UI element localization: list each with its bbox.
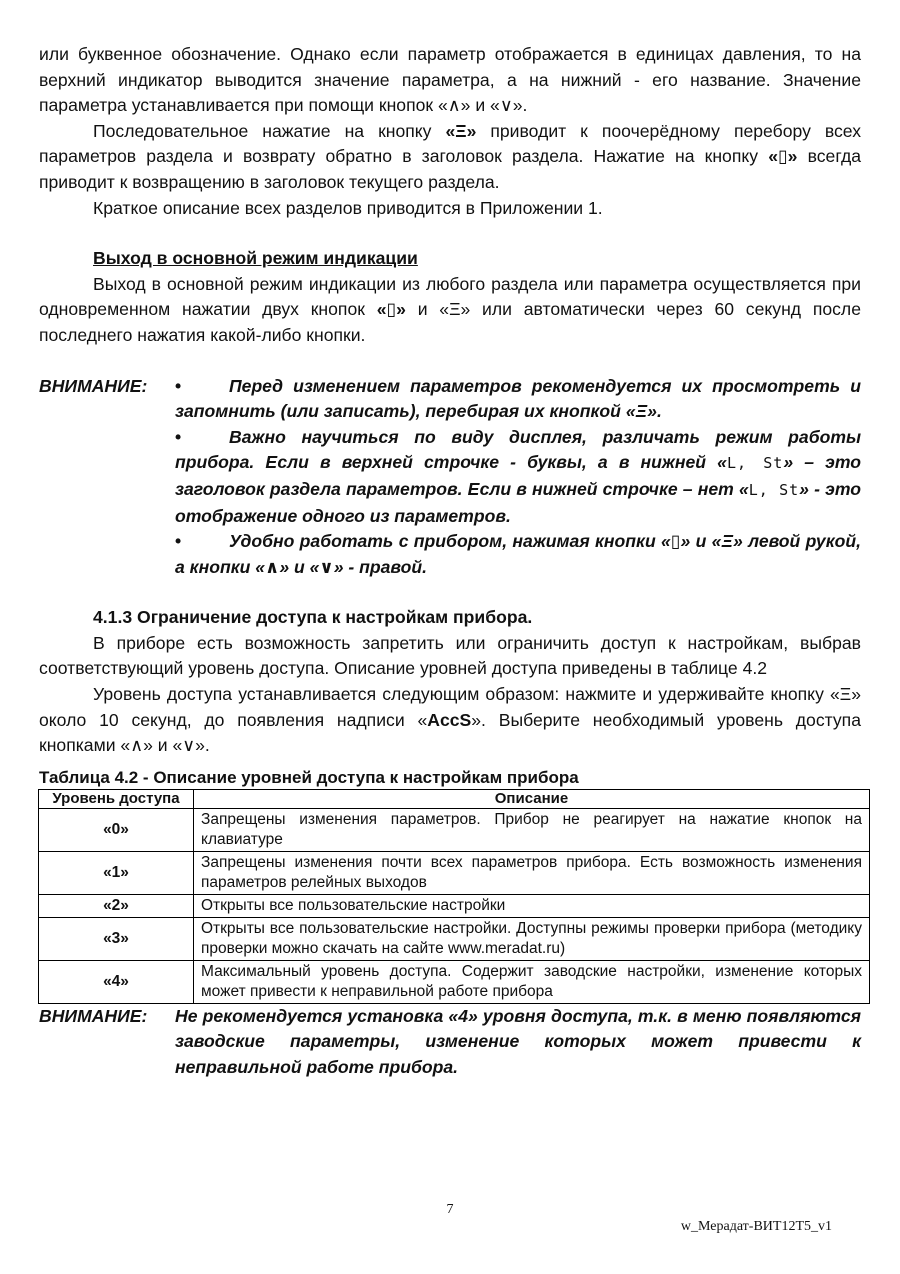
lcd-text: L, St bbox=[726, 454, 784, 473]
text-span: Выход в основной режим индикации из любого раздела или параметра осуществляется при одновременном нажатии двух кнопок bbox=[39, 273, 861, 320]
warning-label: ВНИМАНИЕ: bbox=[39, 1005, 148, 1026]
description-cell: Открыты все пользовательские настройки. Доступны режимы проверки прибора (методику проверки можно скачать на сайте www.meradat.ru) bbox=[194, 917, 870, 960]
text-span: Удобно работать с прибором, нажимая кнопки «▯» и «Ξ» левой рукой, а кнопки «∧» и «∨» - правой. bbox=[175, 531, 861, 577]
section-heading: 4.1.3 Ограничение доступа к настройкам прибора. bbox=[93, 607, 533, 628]
text-span: всегда приводит к возвращению в заголовок текущего раздела. bbox=[39, 146, 861, 192]
level-cell: «3» bbox=[39, 917, 194, 960]
level-cell: «0» bbox=[39, 808, 194, 851]
paragraph-intro: или буквенное обозначение. Однако если параметр отображается в единицах давления, то на верхний индикатор выводится значение параметра, а на нижний - его название. Значение параметра устанавливается при помощи кнопок «∧» и «∨». bbox=[39, 44, 861, 116]
text-span: ». Выберите необходимый уровень доступа кнопками «∧» и «∨». bbox=[39, 709, 861, 756]
description-cell: Запрещены изменения параметров. Прибор не реагирует на нажатие кнопок на клавиатуре bbox=[194, 808, 870, 851]
paragraph-exit bbox=[39, 272, 861, 349]
text-span: Уровень доступа устанавливается следующим образом: нажмите и удерживайте кнопку «Ξ» около 10 секунд, до появления надписи « bbox=[39, 684, 861, 730]
column-header-description: Описание bbox=[194, 789, 870, 808]
text-span: Важно научиться по виду дисплея, различать режим работы прибора. Если в верхней строчке - буквы, а в нижней « bbox=[175, 426, 861, 473]
lcd-text: L, St bbox=[748, 480, 800, 499]
description-cell: Максимальный уровень доступа. Содержит заводские настройки, изменение которых может привести к неправильной работе прибора bbox=[194, 960, 870, 1003]
bullet-icon: • bbox=[175, 375, 182, 396]
text-span: Последовательное нажатие на кнопку bbox=[93, 120, 446, 141]
access-code: AccS bbox=[427, 709, 472, 730]
level-cell: «4» bbox=[39, 960, 194, 1003]
page-button-symbol: «▯» bbox=[768, 146, 798, 167]
warning-block-1 bbox=[39, 374, 861, 581]
table-row bbox=[39, 894, 870, 917]
exit-heading: Выход в основной режим индикации bbox=[93, 248, 418, 269]
warning-item-3 bbox=[175, 529, 861, 580]
table-header-row bbox=[39, 789, 870, 808]
warning-item-1 bbox=[175, 374, 861, 425]
table-row bbox=[39, 960, 870, 1003]
bullet-icon: • bbox=[175, 426, 182, 447]
table-caption: Таблица 4.2 - Описание уровней доступа к настройкам прибора bbox=[39, 767, 579, 787]
table-row bbox=[39, 851, 870, 894]
warning-item-2 bbox=[175, 425, 861, 529]
table-row bbox=[39, 808, 870, 851]
menu-button-symbol: «Ξ» bbox=[445, 120, 477, 141]
warning-text: Не рекомендуется установка «4» уровня доступа, т.к. в меню появляются заводские параметры, изменение которых может привести к неправильной работе прибора. bbox=[175, 1005, 861, 1078]
text-span: » - это отображение одного из параметров. bbox=[175, 478, 861, 526]
description-cell: Запрещены изменения почти всех параметров прибора. Есть возможность изменения параметров релейных выходов bbox=[194, 851, 870, 894]
paragraph-access-2 bbox=[39, 682, 861, 759]
document-id: w_Мерадат-ВИТ12Т5_v1 bbox=[680, 1219, 832, 1234]
paragraph-appendix: Краткое описание всех разделов приводится в Приложении 1. bbox=[93, 197, 603, 218]
page-number: 7 bbox=[446, 1202, 454, 1217]
text-span: приводит к поочерёдному перебору всех параметров раздела и возврату обратно в заголовок раздела. Нажатие на кнопку bbox=[39, 120, 861, 167]
text-span: Перед изменением параметров рекомендуется их просмотреть и запомнить (или записать), перебирая их кнопкой «Ξ». bbox=[175, 375, 861, 422]
description-cell: Открыты все пользовательские настройки bbox=[194, 894, 870, 917]
warning-block-2 bbox=[39, 1004, 861, 1081]
table-row bbox=[39, 917, 870, 960]
level-cell: «1» bbox=[39, 851, 194, 894]
text-span: и «Ξ» или автоматически через 60 секунд после последнего нажатия какой-либо кнопки. bbox=[39, 299, 861, 345]
document-page bbox=[39, 42, 861, 1081]
bullet-icon: • bbox=[175, 531, 182, 552]
text-span: » – это заголовок раздела параметров. Если в нижней строчке – нет « bbox=[175, 452, 862, 499]
page-button-symbol: «▯» bbox=[376, 299, 406, 320]
access-levels-table bbox=[38, 789, 870, 1004]
warning-label: ВНИМАНИЕ: bbox=[39, 375, 148, 396]
level-cell: «2» bbox=[39, 894, 194, 917]
paragraph-access-1: В приборе есть возможность запретить или ограничить доступ к настройкам, выбрав соответствующий уровень доступа. Описание уровней доступа приведены в таблице 4.2 bbox=[39, 632, 861, 679]
paragraph-buttons bbox=[39, 119, 861, 196]
column-header-level: Уровень доступа bbox=[39, 789, 194, 808]
